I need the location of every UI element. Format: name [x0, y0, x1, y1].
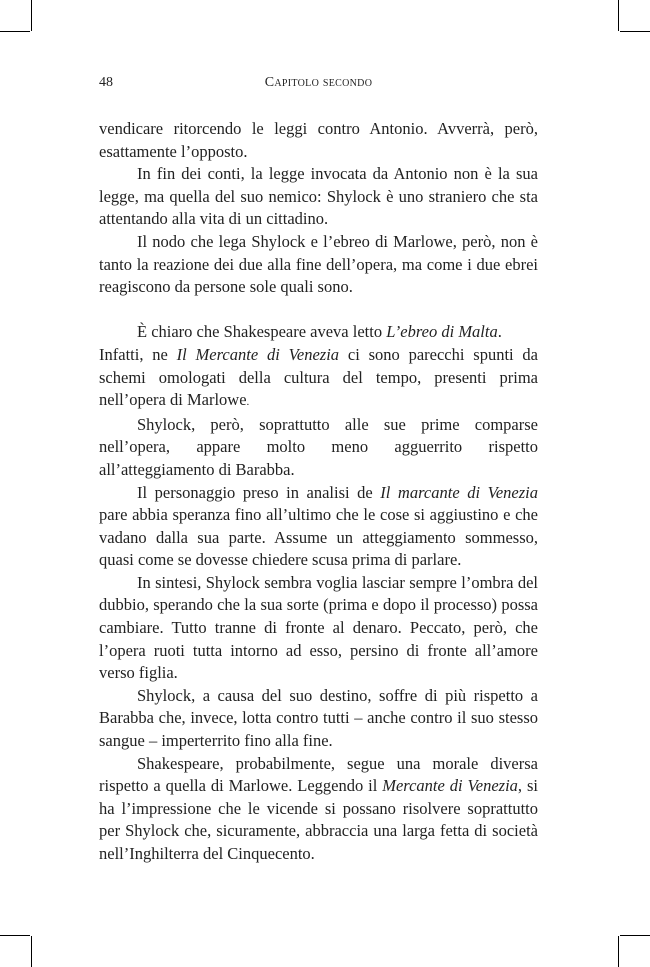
- crop-mark: [620, 31, 650, 32]
- page-header: [99, 73, 538, 93]
- crop-mark: [620, 935, 650, 936]
- crop-mark: [31, 0, 32, 31]
- crop-mark: [618, 936, 619, 967]
- paragraph: Infatti, ne Il Mercante di Venezia ci sono parecchi spunti da schemi omologati della cultura del tempo, presenti prima nell’opera di Marlowe.: [99, 344, 538, 410]
- crop-mark: [0, 31, 30, 32]
- page-number: 48: [99, 75, 113, 90]
- paragraph: Il personaggio preso in analisi de Il marcante di Venezia pare abbia speranza fino all’ultimo che le cose si aggiustino e che vadano dalla sua parte. Assume un atteggiamento sommesso, quasi come se dovesse chiedere scusa prima di parlare.: [99, 482, 538, 570]
- paragraph: In sintesi, Shylock sembra voglia lasciar sempre l’ombra del dubbio, sperando che la sua sorte (prima e dopo il processo) possa cambiare. Tutto tranne di fronte al denaro. Peccato, però, che l’opera ruoti tutta intorno ad esso, persino di fronte all’amore verso figlia.: [99, 572, 538, 683]
- italic-title: Mercante di Venezia: [382, 776, 518, 796]
- paragraph: È chiaro che Shakespeare aveva letto L’ebreo di Malta.: [137, 322, 502, 342]
- italic-title: Il marcante di Venezia: [380, 482, 538, 502]
- crop-mark: [0, 935, 30, 936]
- paragraph: vendicare ritorcendo le leggi contro Antonio. Avverrà, però, esattamente l’opposto.: [99, 119, 538, 161]
- paragraph: In fin dei conti, la legge invocata da Antonio non è la sua legge, ma quella del suo nemico: Shylock è uno straniero che sta attentando alla vita di un cittadino.: [99, 164, 538, 229]
- crop-mark: [31, 936, 32, 967]
- crop-mark: [618, 0, 619, 31]
- paragraph: Shakespeare, probabilmente, segue una morale diversa rispetto a quella di Marlowe. Leggendo il Mercante di Venezia, si ha l’impressione che le vicende si possano risolvere soprattutto per Shylock che, sicuramente, abbraccia una larga fetta di società nell’Inghilterra del Cinquecento.: [99, 753, 538, 863]
- running-head: Capitolo secondo: [264, 75, 373, 90]
- body-text: [99, 118, 538, 866]
- paragraph: Shylock, però, soprattutto alle sue prime comparse nell’opera, appare molto meno agguerrito rispetto all’atteggiamento di Barabba.: [99, 414, 538, 479]
- paragraph: Shylock, a causa del suo destino, soffre di più rispetto a Barabba che, invece, lotta contro tutti – anche contro il suo stesso sangue – imperterrito fino alla fine.: [99, 685, 538, 751]
- italic-title: L’ebreo di Malta: [386, 322, 498, 342]
- italic-title: Il Mercante di Venezia: [176, 344, 340, 364]
- paragraph: Il nodo che lega Shylock e l’ebreo di Marlowe, però, non è tanto la reazione dei due alla fine dell’opera, ma come i due ebrei reagiscono da persone sole quali sono.: [99, 231, 538, 297]
